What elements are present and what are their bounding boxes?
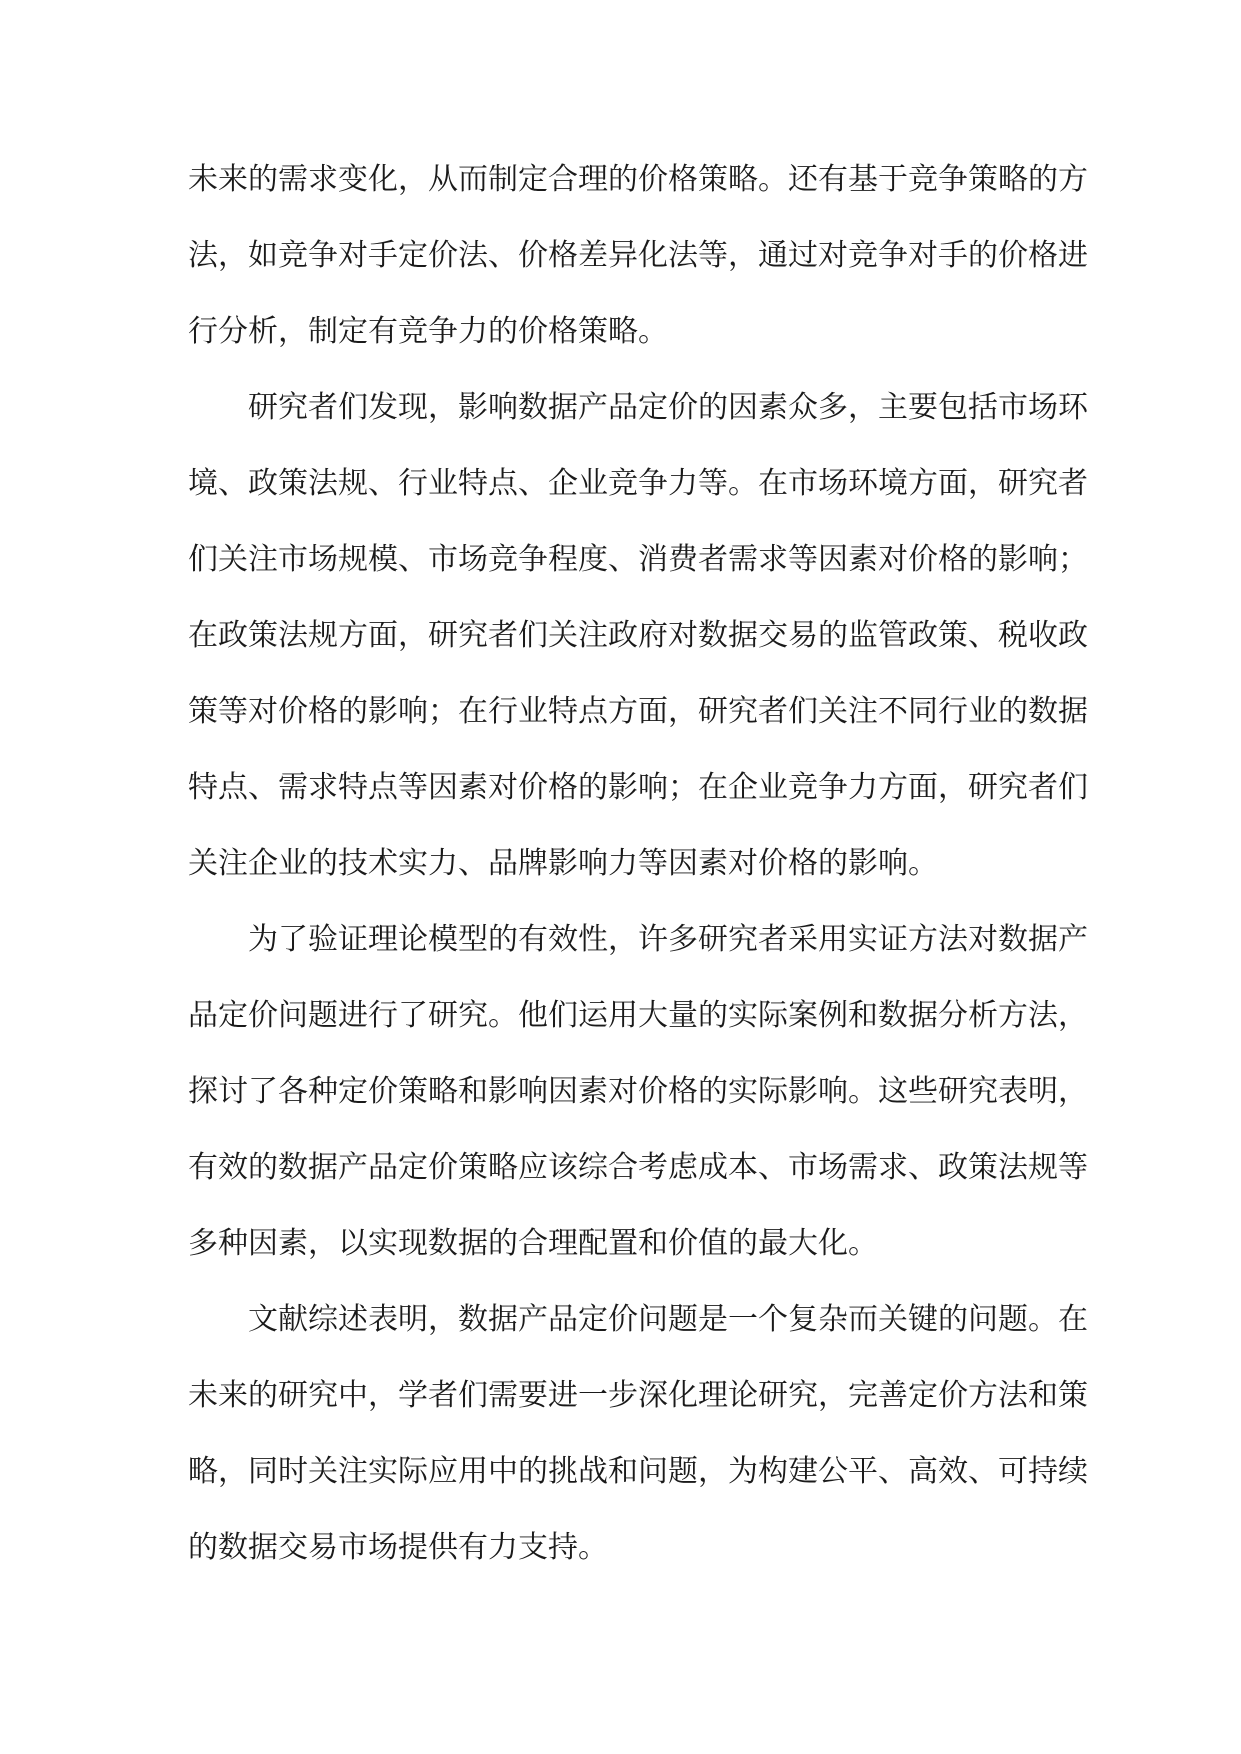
text-line: 有效的数据产品定价策略应该综合考虑成本、市场需求、政策法规等 (188, 1150, 1088, 1185)
text-line: 未来的研究中，学者们需要进一步深化理论研究，完善定价方法和策 (188, 1378, 1088, 1413)
text-line: 略，同时关注实际应用中的挑战和问题，为构建公平、高效、可持续 (188, 1454, 1088, 1489)
paragraph-3 (188, 902, 1088, 1282)
text-line: 文献综述表明，数据产品定价问题是一个复杂而关键的问题。在 (248, 1302, 1088, 1337)
text-line: 探讨了各种定价策略和影响因素对价格的实际影响。这些研究表明， (188, 1074, 1088, 1109)
paragraph-1 (188, 142, 1088, 370)
text-line: 关注企业的技术实力、品牌影响力等因素对价格的影响。 (188, 846, 938, 881)
text-line: 未来的需求变化，从而制定合理的价格策略。还有基于竞争策略的方 (188, 162, 1088, 197)
text-line: 特点、需求特点等因素对价格的影响；在企业竞争力方面，研究者们 (188, 770, 1088, 805)
text-line: 境、政策法规、行业特点、企业竞争力等。在市场环境方面，研究者 (188, 466, 1088, 501)
text-line: 研究者们发现，影响数据产品定价的因素众多，主要包括市场环 (248, 390, 1088, 425)
text-line: 们关注市场规模、市场竞争程度、消费者需求等因素对价格的影响； (188, 542, 1088, 577)
text-line: 多种因素，以实现数据的合理配置和价值的最大化。 (188, 1226, 878, 1261)
text-line: 策等对价格的影响；在行业特点方面，研究者们关注不同行业的数据 (188, 694, 1088, 729)
text-line: 的数据交易市场提供有力支持。 (188, 1530, 608, 1565)
text-line: 品定价问题进行了研究。他们运用大量的实际案例和数据分析方法， (188, 998, 1088, 1033)
document-body (188, 142, 1088, 1586)
text-line: 行分析，制定有竞争力的价格策略。 (188, 314, 668, 349)
text-line: 法，如竞争对手定价法、价格差异化法等，通过对竞争对手的价格进 (188, 238, 1088, 273)
text-line: 在政策法规方面，研究者们关注政府对数据交易的监管政策、税收政 (188, 618, 1088, 653)
paragraph-4 (188, 1282, 1088, 1586)
text-line: 为了验证理论模型的有效性，许多研究者采用实证方法对数据产 (248, 922, 1088, 957)
paragraph-2 (188, 370, 1088, 902)
